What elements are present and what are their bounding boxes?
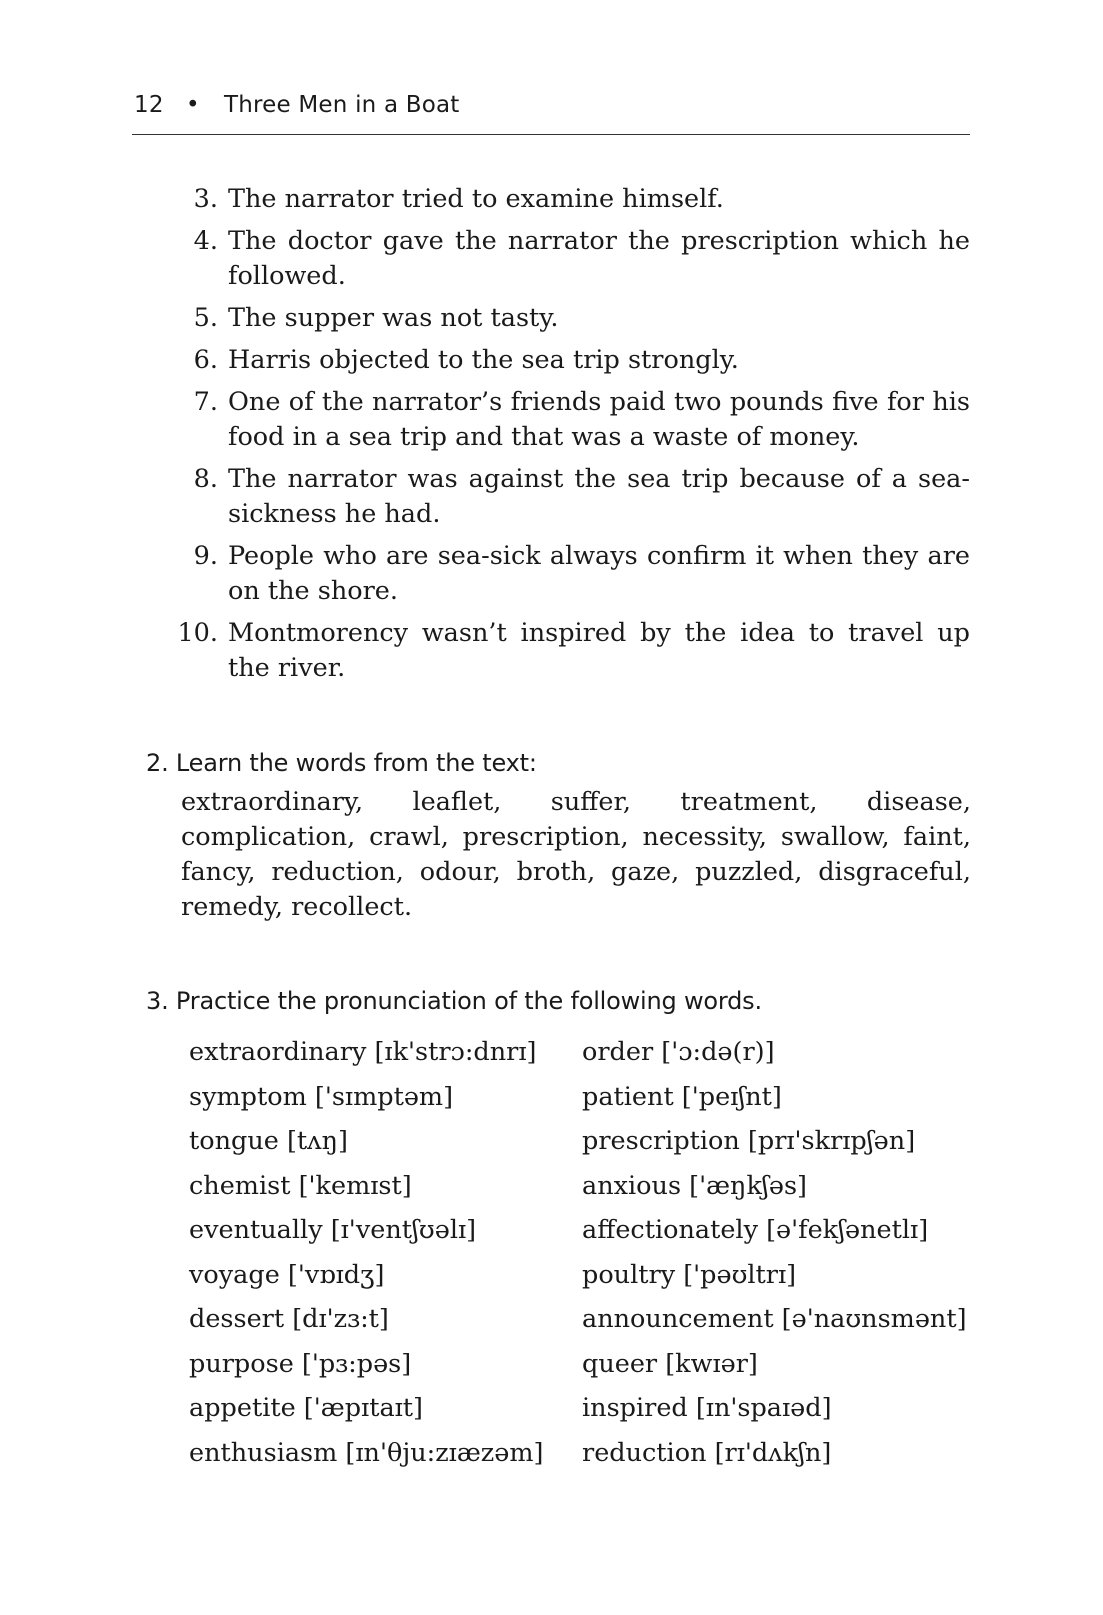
statement-item	[160, 616, 970, 686]
pronunciation-row	[189, 1349, 979, 1394]
statement-item	[160, 462, 970, 532]
pronunciation-entry: extraordinary [ɪk'strɔ:dnrɪ]	[189, 1037, 537, 1067]
statement-item	[160, 385, 970, 455]
pronunciation-entry: symptom ['sɪmptəm]	[189, 1081, 454, 1112]
pronunciation-entry: queer [kwɪər]	[582, 1348, 758, 1379]
pronunciation-entry: patient ['peɪʃnt]	[582, 1081, 782, 1112]
pronunciation-row	[189, 1393, 979, 1438]
statement-number: 7.	[193, 387, 218, 417]
pronunciation-row	[189, 1260, 979, 1305]
statement-item	[160, 301, 970, 336]
statement-item	[160, 182, 970, 217]
pronunciation-entry: order ['ɔ:də(r)]	[582, 1037, 775, 1067]
statement-text: The narrator tried to examine himself.	[228, 184, 724, 214]
statement-text: One of the narrator’s friends paid two pounds five for his food in a sea trip and that was a waste of money.	[228, 387, 970, 452]
statement-text: The doctor gave the narrator the prescription which he followed.	[228, 226, 970, 291]
pronunciation-entry: tongue [tʌŋ]	[189, 1126, 348, 1156]
statement-text: People who are sea-sick always confirm it when they are on the shore.	[228, 541, 970, 606]
running-header	[132, 88, 970, 135]
header-bullet: •	[186, 92, 200, 118]
statement-text: The narrator was against the sea trip because of a sea-sickness he had.	[228, 464, 970, 529]
pronunciation-row	[189, 1438, 979, 1483]
statement-number: 10.	[177, 618, 218, 648]
vocabulary-word-list: extraordinary, leaflet, suffer, treatment, disease, complication, crawl, prescription, necessity, swallow, faint, fancy, reduction, odour, broth, gaze, puzzled, disgraceful, remedy, recollect.	[181, 787, 971, 922]
pronunciation-entry: reduction [rɪ'dʌkʃn]	[582, 1437, 832, 1468]
pronunciation-entry: prescription [prɪ'skrɪpʃən]	[582, 1126, 916, 1156]
statement-list	[160, 182, 970, 693]
statement-text: Montmorency wasn’t inspired by the idea to travel up the river.	[228, 618, 970, 683]
statement-number: 4.	[193, 226, 218, 256]
task-2-heading: 2. Learn the words from the text:	[146, 749, 537, 777]
pronunciation-entry: poultry ['pəʊltrɪ]	[582, 1259, 797, 1290]
pronunciation-entry: eventually [ɪ'ventʃʊəlɪ]	[189, 1215, 477, 1245]
pronunciation-row	[189, 1215, 979, 1260]
pronunciation-entry: dessert [dɪ'zɜ:t]	[189, 1304, 389, 1334]
pronunciation-row	[189, 1304, 979, 1349]
pronunciation-entry: enthusiasm [ɪn'θju:zɪæzəm]	[189, 1437, 544, 1468]
pronunciation-table	[189, 1037, 979, 1482]
pronunciation-entry: affectionately [ə'fekʃənetlɪ]	[582, 1215, 929, 1245]
pronunciation-entry: inspired [ɪn'spaɪəd]	[582, 1393, 832, 1423]
pronunciation-entry: anxious ['æŋkʃəs]	[582, 1170, 807, 1201]
statement-item	[160, 224, 970, 294]
pronunciation-entry: purpose ['pɜ:pəs]	[189, 1348, 412, 1379]
statement-text: The supper was not tasty.	[228, 303, 559, 333]
statement-number: 8.	[193, 464, 218, 494]
statement-number: 9.	[193, 541, 218, 571]
pronunciation-entry: voyage ['vɒɪdʒ]	[189, 1259, 385, 1290]
task-3-heading: 3. Practice the pronunciation of the following words.	[146, 987, 762, 1015]
pronunciation-row	[189, 1171, 979, 1216]
statement-text: Harris objected to the sea trip strongly.	[228, 345, 739, 375]
statement-number: 6.	[193, 345, 218, 375]
pronunciation-entry: appetite ['æpɪtaɪt]	[189, 1393, 423, 1423]
pronunciation-row	[189, 1126, 979, 1171]
pronunciation-entry: announcement [ə'naʊnsmənt]	[582, 1304, 967, 1334]
pronunciation-entry: chemist ['kemɪst]	[189, 1170, 412, 1201]
statement-item	[160, 343, 970, 378]
statement-number: 3.	[193, 184, 218, 214]
pronunciation-row	[189, 1082, 979, 1127]
book-title: Three Men in a Boat	[224, 92, 460, 118]
page-number: 12	[134, 92, 164, 118]
statement-item	[160, 539, 970, 609]
pronunciation-row	[189, 1037, 979, 1082]
statement-number: 5.	[193, 303, 218, 333]
